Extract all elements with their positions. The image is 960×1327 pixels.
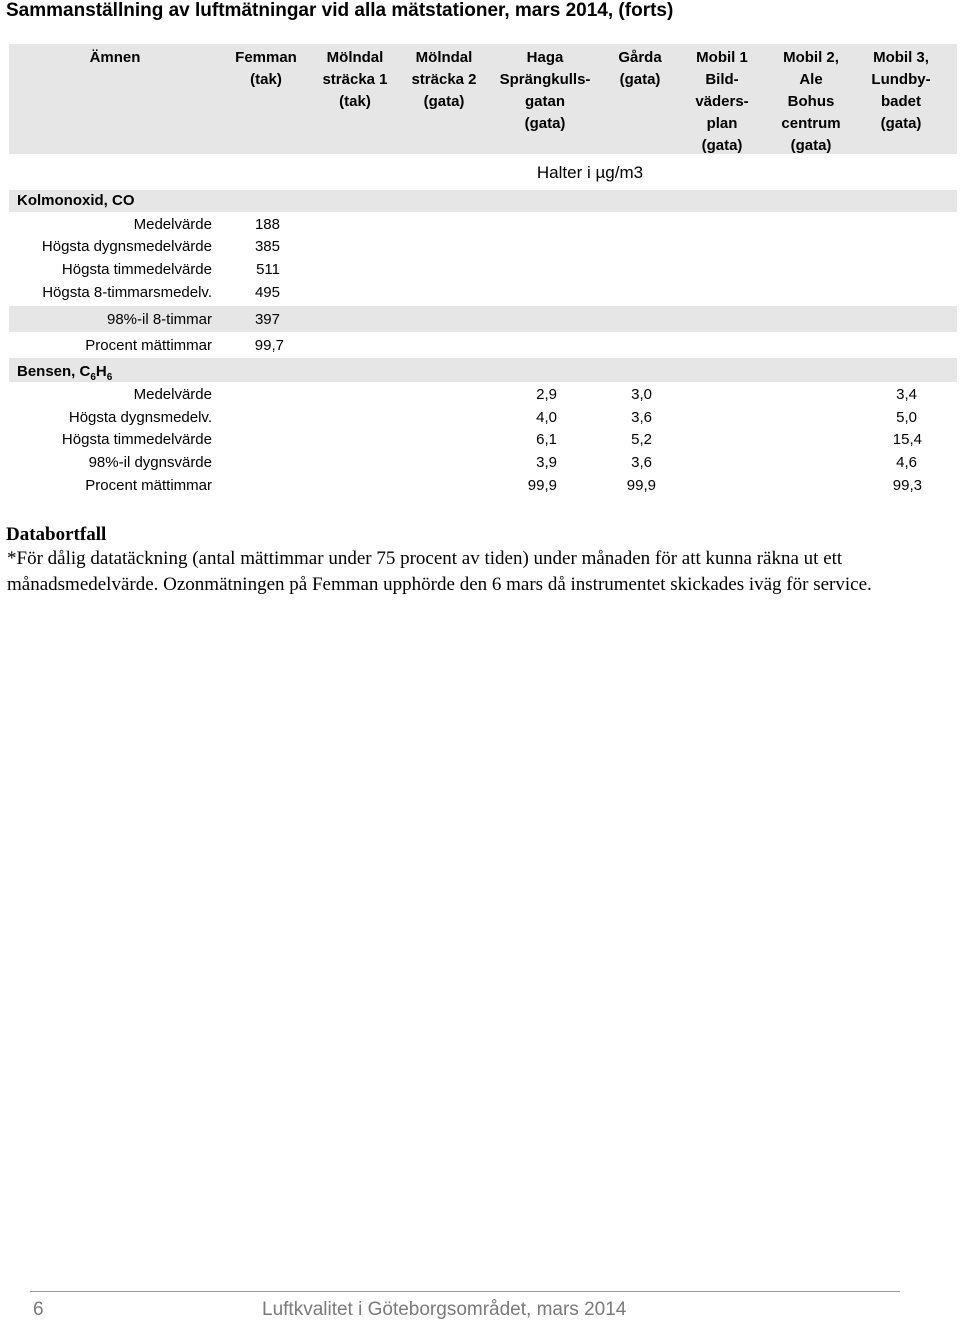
bensen-mobil3-value: 3,4	[896, 386, 917, 403]
bensen-haga-value: 4,0	[536, 409, 557, 426]
co-heading: Kolmonoxid, CO	[17, 192, 135, 209]
bensen-haga-value: 3,9	[536, 454, 557, 471]
bensen-mobil3-value: 15,4	[892, 431, 922, 448]
bensen-haga-value: 2,9	[536, 386, 557, 403]
bensen-mobil3-value: 4,6	[896, 454, 917, 471]
column-header-garda: Gårda (gata)	[618, 49, 662, 88]
bensen-garda-value: 3,6	[631, 454, 652, 471]
co-row-label: 98%-il 8-timmar	[106, 311, 212, 328]
bensen-row-label: Medelvärde	[133, 386, 212, 403]
bensen-row-label: Högsta timmedelvärde	[61, 431, 212, 448]
bensen-mobil3-value: 5,0	[896, 409, 917, 426]
page-title: Sammanställning av luftmätningar vid alla mätstationer, mars 2014, (forts)	[6, 0, 674, 21]
column-header-mobil-2: Mobil 2, Ale Bohus centrum (gata)	[781, 49, 841, 154]
co-row-label: Högsta timmedelvärde	[61, 261, 212, 278]
column-header-mobil-3: Mobil 3, Lundby- badet (gata)	[871, 49, 931, 132]
co-femman-value: 511	[256, 261, 280, 278]
column-header-molndal-1: Mölndal sträcka 1 (tak)	[322, 49, 388, 110]
bensen-row-label: Högsta dygnsmedelv.	[68, 409, 212, 426]
column-header-molndal-2: Mölndal sträcka 2 (gata)	[411, 49, 477, 110]
bensen-garda-value: 5,2	[631, 431, 652, 448]
bensen-heading: Bensen, $C_6H_6$	[17, 363, 113, 383]
bensen-garda-value: 3,0	[631, 386, 652, 403]
column-header-amnen: Ämnen	[89, 49, 141, 66]
footer-divider	[30, 1291, 900, 1292]
co-row-label: Medelvärde	[133, 216, 212, 233]
bensen-row-label: Procent mättimmar	[85, 477, 212, 494]
footer-title: Luftkvalitet i Göteborgsområdet, mars 2014	[262, 1299, 627, 1320]
co-section-band	[9, 190, 957, 212]
notes-heading: Databortfall	[6, 524, 107, 545]
column-header-haga: Haga Sprängkulls- gatan (gata)	[499, 49, 591, 132]
bensen-section-band	[9, 358, 957, 382]
co-femman-value: 495	[254, 284, 280, 301]
notes-text: *För dålig datatäckning (antal mättimmar under 75 procent av tiden) under månaden för att kunna räkna ut ett månadsmedelvärde. Ozonmätningen på Femman upphörde den 6 mars då instrumentet skickades iväg för service.	[7, 548, 872, 595]
co-row-label: Högsta dygnsmedelvärde	[41, 238, 212, 255]
bensen-mobil3-value: 99,3	[892, 477, 922, 494]
column-header-femman: Femman (tak)	[235, 49, 297, 88]
bensen-haga-value: 99,9	[527, 477, 557, 494]
co-femman-value: 188	[254, 216, 280, 233]
unit-label: Halter i µg/m3	[536, 163, 644, 182]
bensen-haga-value: 6,1	[536, 431, 557, 448]
bensen-garda-value: 99,9	[626, 477, 656, 494]
co-row-label: Procent mättimmar	[85, 337, 212, 354]
co-femman-value: 397	[254, 311, 280, 328]
bensen-garda-value: 3,6	[631, 409, 652, 426]
co-row-label: Högsta 8-timmarsmedelv.	[42, 284, 212, 301]
column-header-mobil-1: Mobil 1 Bild- väders- plan (gata)	[695, 49, 749, 154]
co-femman-value: 385	[254, 238, 280, 255]
page-number: 6	[33, 1299, 44, 1320]
bensen-row-label: 98%-il dygnsvärde	[88, 454, 212, 471]
co-femman-value: 99,7	[254, 337, 284, 354]
